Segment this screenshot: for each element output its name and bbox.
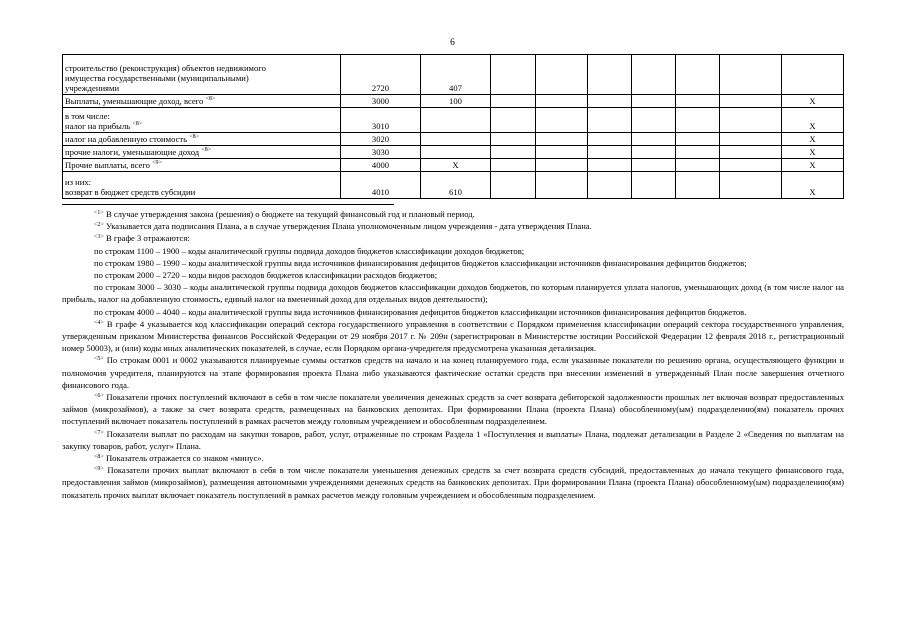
footnotes bbox=[62, 208, 844, 501]
row-code-cell: 3020 bbox=[341, 133, 421, 146]
footnote-text: по строкам 2000 – 2720 – коды видов расходов бюджетов классификации расходов бюджетов; bbox=[94, 270, 438, 281]
empty-cell bbox=[720, 146, 782, 159]
footnote-paragraph bbox=[62, 452, 844, 464]
empty-cell bbox=[536, 55, 588, 95]
row-last-cell: X bbox=[782, 108, 844, 133]
row-name-line: учреждениями bbox=[65, 83, 120, 94]
row-code-cell: 3000 bbox=[341, 95, 421, 108]
footnote-paragraph bbox=[62, 208, 844, 220]
empty-cell bbox=[676, 55, 720, 95]
footnote-separator bbox=[62, 204, 394, 205]
empty-cell bbox=[632, 95, 676, 108]
footnote-marker: <7> bbox=[94, 429, 104, 436]
footnote-text: Показатели выплат по расходам на закупки товаров, работ, услуг, отраженные по строкам Раздела 1 «Поступления и выплаты» Плана, подлежат детализации в Разделе 2 «Сведения по выплатам на закупку товаров, работ, услуг» Плана. bbox=[62, 428, 844, 451]
row-name-line: Прочие выплаты, всего $^{<9>}$ bbox=[65, 160, 162, 171]
table-row bbox=[63, 108, 844, 133]
row-last-cell bbox=[782, 55, 844, 95]
empty-cell bbox=[491, 159, 536, 172]
row-kbk-cell: 610 bbox=[421, 172, 491, 199]
empty-cell bbox=[720, 95, 782, 108]
footnote-paragraph bbox=[62, 464, 844, 501]
empty-cell bbox=[720, 55, 782, 95]
empty-cell bbox=[588, 146, 632, 159]
row-kbk-cell: 100 bbox=[421, 95, 491, 108]
row-name-line: возврат в бюджет средств субсидии bbox=[65, 187, 196, 198]
row-kbk-cell bbox=[421, 108, 491, 133]
footnote-marker: <2> bbox=[94, 222, 104, 229]
empty-cell bbox=[720, 133, 782, 146]
footnote-paragraph bbox=[62, 232, 844, 244]
row-name-cell bbox=[63, 95, 341, 108]
footnote-text: В графе 4 указывается код классификации операций сектора государственного управления в соответствии с Порядком применения классификации операций сектора государственного управления, утвержденным приказом Министерства финансов Российской Федерации от 29 ноября 2017 г. № 209н (зарегистрирован в Министерстве юстиции Российской Федерации 12 февраля 2018 г., регистрационный номер 50003), и (или) коды иных аналитических показателей, в случае, если Порядком органа-учредителя предусмотрена указанная детализация. bbox=[62, 318, 844, 354]
footnote-marker: <9> bbox=[94, 466, 104, 473]
finance-table bbox=[62, 54, 844, 199]
empty-cell bbox=[588, 108, 632, 133]
empty-cell bbox=[632, 146, 676, 159]
row-last-cell: X bbox=[782, 172, 844, 199]
row-last-cell: X bbox=[782, 95, 844, 108]
table-row bbox=[63, 95, 844, 108]
empty-cell bbox=[536, 146, 588, 159]
empty-cell bbox=[720, 108, 782, 133]
page-number: 6 bbox=[450, 38, 455, 48]
empty-cell bbox=[588, 133, 632, 146]
footnote-paragraph bbox=[62, 257, 844, 269]
empty-cell bbox=[491, 108, 536, 133]
footnote-marker: <1> bbox=[94, 210, 104, 216]
empty-cell bbox=[720, 159, 782, 172]
table-row bbox=[63, 55, 844, 95]
row-last-cell: X bbox=[782, 133, 844, 146]
row-code-cell: 2720 bbox=[341, 55, 421, 95]
row-name-line: Выплаты, уменьшающие доход, всего $^{<8>}$ bbox=[65, 96, 216, 107]
empty-cell bbox=[632, 172, 676, 199]
row-name-cell bbox=[63, 133, 341, 146]
empty-cell bbox=[676, 108, 720, 133]
footnote-text: В графе 3 отражаются: bbox=[105, 233, 190, 244]
row-kbk-cell bbox=[421, 133, 491, 146]
row-kbk-cell bbox=[421, 146, 491, 159]
row-code-cell: 3010 bbox=[341, 108, 421, 133]
footnote-text: по строкам 1100 – 1900 – коды аналитической группы подвида доходов бюджетов классификации доходов бюджетов; bbox=[94, 245, 525, 256]
footnote-ref: <8> bbox=[205, 96, 216, 103]
footnote-text: В случае утверждения закона (решения) о бюджете на текущий финансовый год и плановый период. bbox=[105, 209, 475, 219]
footnote-paragraph bbox=[62, 391, 844, 428]
footnote-paragraph bbox=[62, 269, 844, 281]
empty-cell bbox=[632, 108, 676, 133]
empty-cell bbox=[632, 133, 676, 146]
empty-cell bbox=[720, 172, 782, 199]
row-name-cell bbox=[63, 159, 341, 172]
footnote-text: Показатели прочих выплат включают в себя в том числе показатели уменьшения денежных средств за счет возврата средств субсидий, предоставленных до начала текущего финансового года, предоставления займов (микрозаймов), размещения автономными учреждениями денежных средств на банковских депозитах. При формировании Плана (проекта Плана) обособленному(ым) подразделению(ям) показатель прочих выплат включает показатель поступлений в рамках расчетов между головным учреждением и обособленным подразделением. bbox=[62, 465, 844, 500]
empty-cell bbox=[536, 95, 588, 108]
row-last-cell: X bbox=[782, 159, 844, 172]
footnote-text: Показатель отражается со знаком «минус». bbox=[105, 453, 264, 464]
empty-cell bbox=[536, 108, 588, 133]
row-name-line: налог на прибыль $^{<8>}$ bbox=[65, 121, 143, 132]
empty-cell bbox=[491, 172, 536, 199]
empty-cell bbox=[676, 172, 720, 199]
empty-cell bbox=[536, 133, 588, 146]
row-code-cell: 4000 bbox=[341, 159, 421, 172]
footnote-paragraph bbox=[62, 354, 844, 391]
footnote-text: по строкам 1980 – 1990 – коды аналитической группы вида источников финансирования дефицитов бюджетов классификации источников финансирования дефицитов бюджетов; bbox=[94, 257, 747, 268]
empty-cell bbox=[632, 55, 676, 95]
footnote-marker: <8> bbox=[94, 454, 104, 461]
footnote-paragraph bbox=[62, 318, 844, 355]
table-row bbox=[63, 172, 844, 199]
row-code-cell: 3030 bbox=[341, 146, 421, 159]
row-name-cell bbox=[63, 108, 341, 133]
empty-cell bbox=[491, 55, 536, 95]
footnote-text: Указывается дата подписания Плана, а в случае утверждения Плана уполномоченным лицом учреждения - дата утверждения Плана. bbox=[105, 221, 592, 232]
row-name-line: строительство (реконструкция) объектов недвижимого bbox=[65, 63, 266, 74]
footnote-text: по строкам 4000 – 4040 – коды аналитической группы вида источников финансирования дефицитов бюджетов классификации источников финансирования дефицитов бюджетов. bbox=[94, 306, 747, 317]
footnote-paragraph bbox=[62, 220, 844, 232]
footnote-marker: <4> bbox=[94, 319, 104, 326]
empty-cell bbox=[632, 159, 676, 172]
footnote-ref: <8> bbox=[201, 147, 212, 154]
row-last-cell: X bbox=[782, 146, 844, 159]
footnote-text: по строкам 3000 – 3030 – коды аналитической группы подвида доходов бюджетов классификации доходов бюджетов, по которым планируется уплата налогов, уменьшающих доход (в том числе налог на прибыль, налог на добавленную стоимость, единый налог на вмененный доход для отдельных видов деятельности); bbox=[62, 282, 844, 305]
footnote-paragraph bbox=[62, 306, 844, 318]
footnote-paragraph bbox=[62, 428, 844, 452]
footnote-ref: <8> bbox=[189, 134, 200, 141]
row-name-cell bbox=[63, 172, 341, 199]
footnote-text: По строкам 0001 и 0002 указываются планируемые суммы остатков средств на начало и на конец планируемого года, если указанные показатели по решению органа, осуществляющего функции и полномочия учредителя, планируются на этапе формирования проекта Плана либо указываются фактические остатки средств при внесении изменений в утвержденный План после завершения отчетного финансового года. bbox=[62, 355, 844, 390]
row-name-line: прочие налоги, уменьшающие доход $^{<8>}$ bbox=[65, 147, 212, 158]
table-row bbox=[63, 159, 844, 172]
row-name-line: из них: bbox=[65, 177, 92, 188]
empty-cell bbox=[676, 146, 720, 159]
empty-cell bbox=[536, 172, 588, 199]
footnote-marker: <3> bbox=[94, 234, 104, 241]
footnote-text: Показатели прочих поступлений включают в себя в том числе показатели увеличения денежных средств за счет возврата дебиторской задолженности прошлых лет включая возврат предоставленных займов (микрозаймов), а также за счет возврата средств, размещенных на банковских депозитах. При формировании Плана (проекта Плана) обособленному(ым) подразделению(ям) показатель прочих поступлений включает показатель поступлений в рамках расчетов между головным учреждением и обособленным подразделением. bbox=[62, 392, 844, 427]
row-kbk-cell: 407 bbox=[421, 55, 491, 95]
footnote-ref: <8> bbox=[132, 121, 143, 128]
row-name-line: имущества государственными (муниципальными) bbox=[65, 73, 249, 84]
table-row bbox=[63, 146, 844, 159]
empty-cell bbox=[536, 159, 588, 172]
footnote-marker: <5> bbox=[94, 356, 104, 363]
empty-cell bbox=[676, 95, 720, 108]
table-row bbox=[63, 133, 844, 146]
row-name-cell bbox=[63, 146, 341, 159]
empty-cell bbox=[588, 159, 632, 172]
empty-cell bbox=[588, 172, 632, 199]
empty-cell bbox=[676, 133, 720, 146]
empty-cell bbox=[588, 55, 632, 95]
footnote-ref: <9> bbox=[152, 160, 162, 167]
empty-cell bbox=[491, 146, 536, 159]
empty-cell bbox=[491, 133, 536, 146]
row-code-cell: 4010 bbox=[341, 172, 421, 199]
footnote-marker: <6> bbox=[94, 393, 104, 400]
empty-cell bbox=[676, 159, 720, 172]
row-name-line: налог на добавленную стоимость $^{<8>}$ bbox=[65, 134, 200, 145]
footnote-paragraph bbox=[62, 281, 844, 305]
row-kbk-cell: X bbox=[421, 159, 491, 172]
footnote-paragraph bbox=[62, 245, 844, 257]
row-name-line: в том числе: bbox=[65, 111, 110, 122]
row-name-cell bbox=[63, 55, 341, 95]
empty-cell bbox=[588, 95, 632, 108]
empty-cell bbox=[491, 95, 536, 108]
